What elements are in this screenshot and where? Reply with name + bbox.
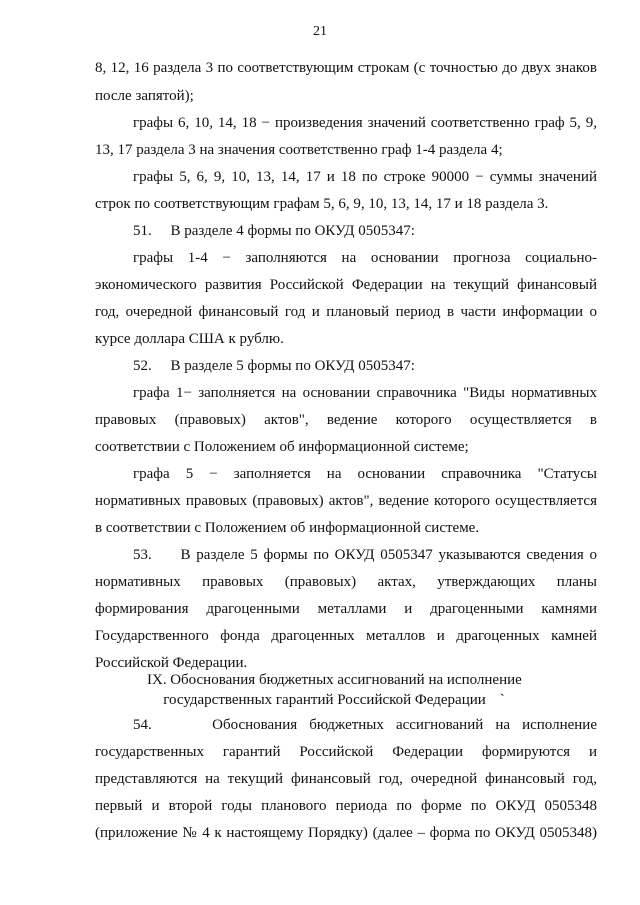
text-line: государственных гарантий Российской Федерации формируются и [95,744,597,760]
text-line: соответствии с Положением об информационной системе; [95,439,469,455]
text-line: первый и второй годы планового периода по форме по ОКУД 0505348 [95,798,597,814]
section-title-line-1: Обоснования бюджетных ассигнований на исполнение [170,672,522,688]
text-line: 53. В разделе 5 формы по ОКУД 0505347 указываются сведения о [133,547,597,563]
text-line: нормативных правовых (правовых) актах, утверждающих планы [95,574,597,590]
page-number: 21 [313,24,327,39]
text-line: 8, 12, 16 раздела 3 по соответствующим строкам (с точностью до двух знаков [95,60,597,76]
text-line: представляются на текущий финансовый год, очередной финансовый год, [95,771,597,787]
text-line: (приложение № 4 к настоящему Порядку) (далее – форма по ОКУД 0505348) [95,825,597,841]
text-line: экономического развития Российской Федерации на текущий финансовый [95,277,597,293]
text-line: 51. В разделе 4 формы по ОКУД 0505347: [133,223,415,239]
section-number: IX. [147,672,167,688]
text-line: после запятой); [95,88,194,104]
text-line: год, очередной финансовый год и плановый период в части информации о [95,304,597,320]
text-line: Государственного фонда драгоценных металлов и драгоценных камней [95,628,597,644]
text-line: 13, 17 раздела 3 на значения соответственно граф 1-4 раздела 4; [95,142,503,158]
text-line: правовых (правовых) актов", ведение которого осуществляется в [95,412,597,428]
text-line: строк по соответствующим графам 5, 6, 9, 10, 13, 14, 17 и 18 раздела 3. [95,196,549,212]
text-line: графы 5, 6, 9, 10, 13, 14, 17 и 18 по строке 90000 − суммы значений [133,169,597,185]
text-line: нормативных правовых (правовых) актов", ведение которого осуществляется [95,493,597,509]
section-title-line-2 [0,690,640,710]
text-line: Российской Федерации. [95,655,248,671]
text-line: 52. В разделе 5 формы по ОКУД 0505347: [133,358,415,374]
text-line: графы 6, 10, 14, 18 − произведения значений соответственно граф 5, 9, [133,115,597,131]
section-title-line-2-text: государственных гарантий Российской Федерации [163,692,486,708]
text-line: курсе доллара США к рублю. [95,331,284,347]
text-line: формирования драгоценными металлами и драгоценными камнями [95,601,597,617]
text-line: 54. Обоснования бюджетных ассигнований на исполнение [133,717,597,733]
text-line: графы 1-4 − заполняются на основании прогноза социально- [133,250,597,266]
text-line: графа 1− заполняется на основании справочника "Виды нормативных [133,385,597,401]
stray-mark: ˋ [499,692,505,708]
text-line: в соответствии с Положением об информационной системе. [95,520,480,536]
text-line: графа 5 − заполняется на основании справочника "Статусы [133,466,597,482]
